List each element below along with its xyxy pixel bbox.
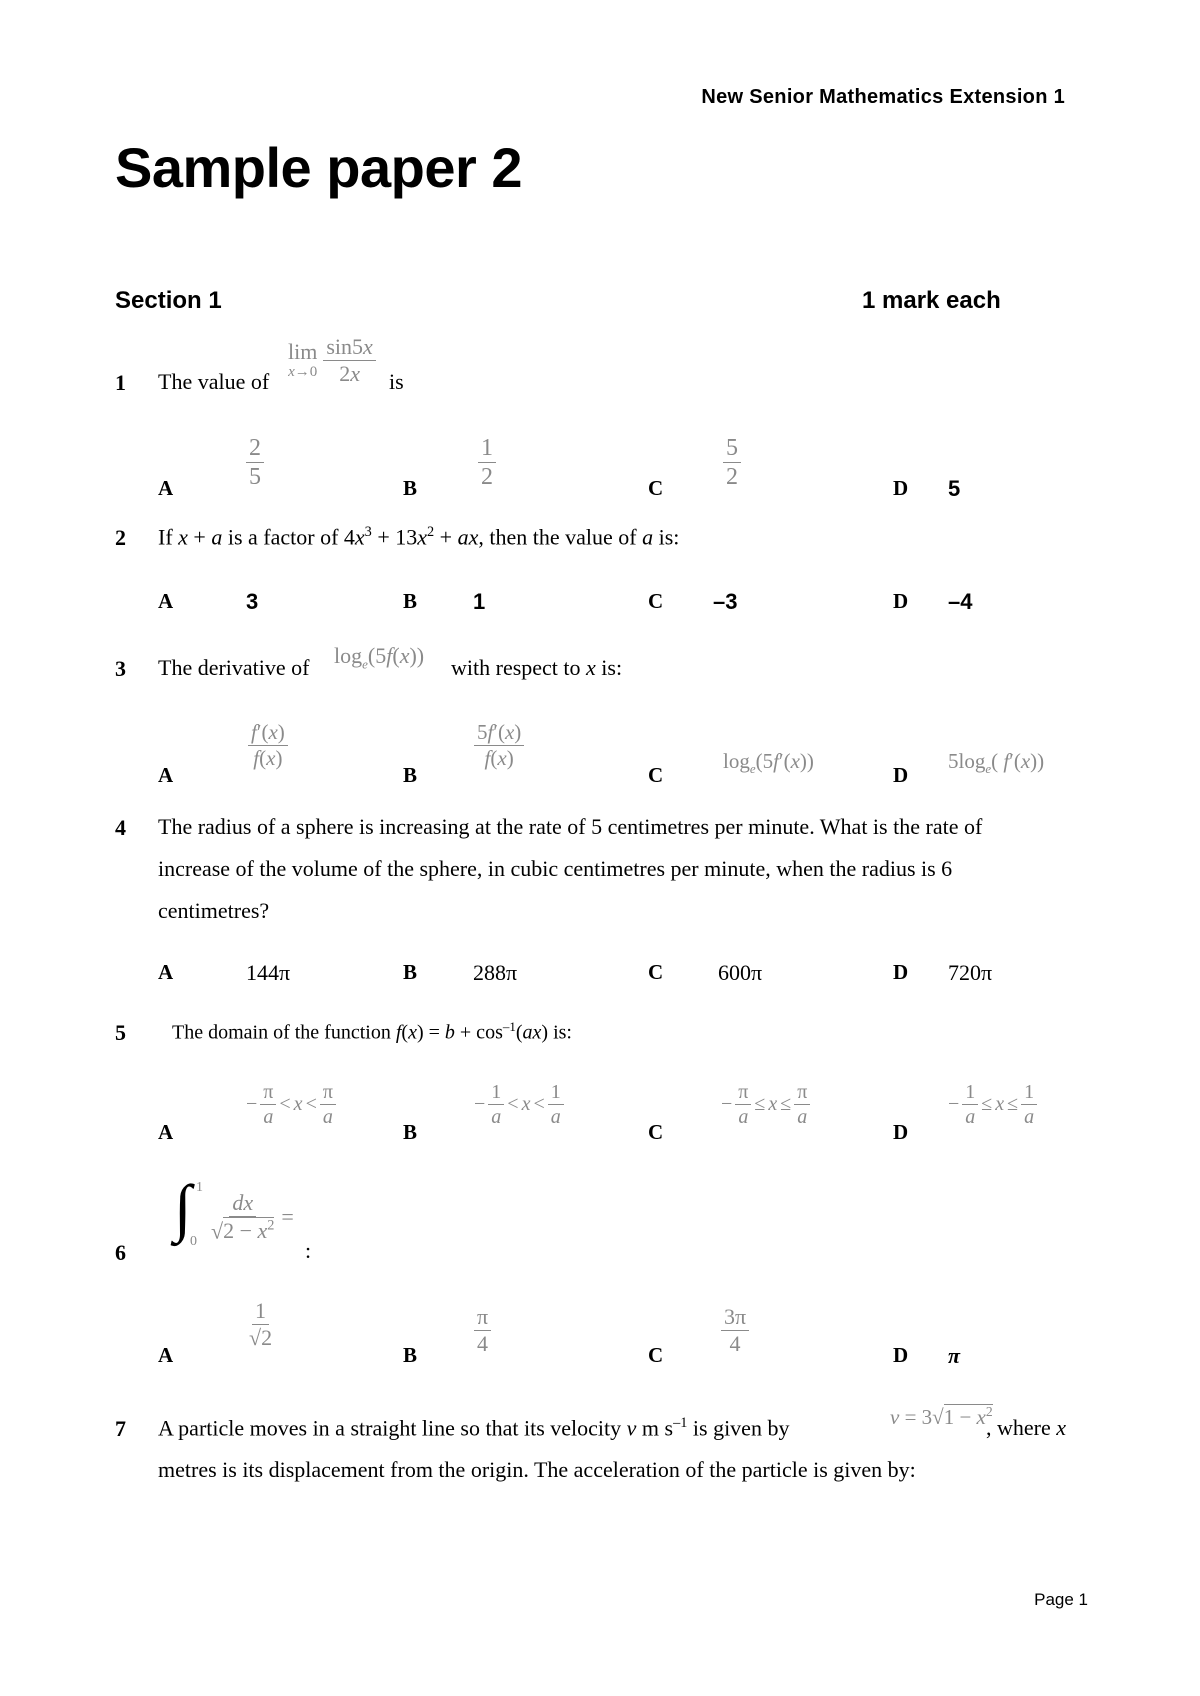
integral-expression: ∫ 1 0 $\frac{dx}{√2 - x^2}$ =	[174, 1172, 294, 1249]
option-letter: C	[648, 589, 664, 613]
question-number: 6	[115, 1240, 126, 1265]
option-a-value: $\frac{f'(x)}{f(x)}$	[248, 722, 288, 769]
option-letter: B	[403, 763, 418, 787]
page-title: Sample paper 2	[115, 136, 522, 199]
log-expression: $\log_e(5f(x))$	[334, 643, 425, 672]
question-number: 4	[115, 815, 126, 840]
question-text-line: increase of the volume of the sphere, in cubic centimetres per minute, when the radius is 6	[158, 856, 953, 881]
question-text: If x + a is a factor of $4x^3 + 13x^2$ + ax, then the value of a is:	[158, 524, 680, 550]
option-letter: B	[403, 589, 418, 613]
running-header: New Senior Mathematics Extension 1	[701, 86, 1065, 108]
velocity-expression: $v = 3√1 - x^2$	[890, 1404, 993, 1429]
option-c-value: $\log_e(5f'(x))$	[723, 749, 814, 777]
question-number: 3	[115, 656, 126, 681]
section-label: Section 1	[115, 287, 222, 314]
question-text: The domain of the function $f(x) = b + \cos^{-1}(ax)$ is:	[172, 1019, 572, 1044]
option-letter: B	[403, 476, 418, 500]
option-letter: C	[648, 763, 664, 787]
option-d-value: 5	[948, 476, 961, 501]
option-d-value: π	[948, 1343, 961, 1368]
option-d-value: − $\frac{1}{a}$ ≤ x ≤ $\frac{1}{a}$	[948, 1082, 1037, 1127]
option-c-value: − $\frac{\pi}{a}$ ≤ x ≤ $\frac{\pi}{a}$	[721, 1082, 810, 1127]
question-text: The derivative of	[158, 655, 310, 680]
option-a-value: 144π	[246, 960, 291, 985]
option-letter: A	[158, 589, 174, 613]
option-a-value: − $\frac{\pi}{a}$ < x < $\frac{\pi}{a}$	[246, 1082, 336, 1127]
limit-expression: lim x→0 $\frac{\sin 5x}{2x}$	[288, 336, 376, 385]
option-letter: A	[158, 960, 174, 984]
question-text-line: The radius of a sphere is increasing at the rate of 5 centimetres per minute. What is the rate of	[158, 814, 983, 839]
option-letter: C	[648, 1120, 664, 1144]
question-text-line: centimetres?	[158, 898, 270, 923]
question-number: 1	[115, 370, 126, 395]
option-d-value: $5\log_e$( f′(x))	[948, 749, 1045, 777]
option-c-value: –3	[713, 589, 738, 614]
section-marks: 1 mark each	[862, 287, 1001, 314]
option-letter: C	[648, 960, 664, 984]
page-number: Page 1	[1034, 1590, 1088, 1609]
question-text-end: with respect to x is:	[451, 655, 623, 680]
option-letter: D	[893, 1343, 909, 1367]
option-c-value: $\frac{3\pi}{4}$	[721, 1306, 749, 1355]
question-number: 2	[115, 525, 126, 550]
option-letter: D	[893, 589, 909, 613]
question-text: The value of	[158, 369, 270, 394]
option-letter: A	[158, 1120, 174, 1144]
question-text: A particle moves in a straight line so that its velocity v m $s^{-1}$ is given by	[158, 1415, 790, 1441]
option-letter: D	[893, 1120, 909, 1144]
option-letter: C	[648, 476, 664, 500]
option-c-value: 600π	[718, 960, 763, 985]
option-letter: A	[158, 1343, 174, 1367]
option-letter: B	[403, 1120, 418, 1144]
option-b-value: 1	[473, 589, 486, 614]
question-number: 7	[115, 1416, 126, 1441]
option-a-value: 3	[246, 589, 259, 614]
option-a-value: $\frac{1}{√2}$	[249, 1298, 273, 1350]
option-letter: B	[403, 960, 418, 984]
option-b-value: $\frac{\pi}{4}$	[474, 1306, 491, 1355]
option-letter: D	[893, 476, 909, 500]
option-d-value: –4	[948, 589, 973, 614]
option-b-value: $\frac{1}{2}$	[478, 436, 496, 489]
question-text-end: :	[305, 1238, 312, 1263]
question-text-line: metres is its displacement from the origin. The acceleration of the particle is given by:	[158, 1457, 916, 1482]
option-letter: A	[158, 763, 174, 787]
option-letter: A	[158, 476, 174, 500]
question-text-end: is	[389, 369, 404, 394]
option-letter: B	[403, 1343, 418, 1367]
question-text-end: , where x	[986, 1415, 1067, 1440]
option-letter: D	[893, 960, 909, 984]
option-d-value: 720π	[948, 960, 993, 985]
option-b-value: $\frac{5f'(x)}{f(x)}$	[474, 722, 524, 769]
option-b-value: 288π	[473, 960, 518, 985]
option-b-value: − $\frac{1}{a}$ < x < $\frac{1}{a}$	[474, 1082, 564, 1127]
option-letter: C	[648, 1343, 664, 1367]
option-letter: D	[893, 763, 909, 787]
option-a-value: $\frac{2}{5}$	[246, 436, 264, 489]
question-number: 5	[115, 1020, 126, 1045]
option-c-value: $\frac{5}{2}$	[723, 436, 741, 489]
